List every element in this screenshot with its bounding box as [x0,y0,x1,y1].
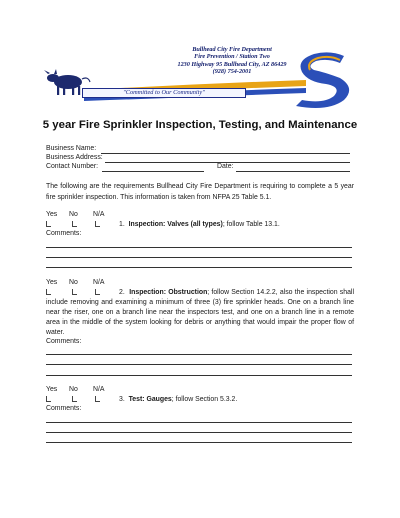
yes-header: Yes [46,386,58,393]
org-name: Bullhead City Fire Department [192,46,272,53]
contact-number-label: Contact Number: [46,163,99,170]
na-header: N/A [93,211,105,218]
no-header: No [69,386,78,393]
yes-header: Yes [46,211,58,218]
item3-heading: Test: Gauges [128,396,172,403]
item2-comment-line-1[interactable] [46,354,352,355]
business-address-label: Business Address: [46,154,103,161]
business-name-label: Business Name: [46,145,97,152]
intro-paragraph: The following are the requirements Bullhead City Fire Department is requiring to complete a 5 year fire sprinkler inspection. This information is taken from NFPA 25 Table 5.1. [46,183,354,201]
item3-detail: ; follow Section 5.3.2. [171,396,238,403]
no-header: No [69,211,78,218]
motto-banner: "Committed to Our Community" [82,88,246,98]
contact-number-field[interactable] [102,171,204,172]
item3-no-checkbox[interactable] [72,396,77,402]
item3-na-checkbox[interactable] [95,396,100,402]
item3-yes-checkbox[interactable] [46,396,51,402]
item2-number: 2. [119,289,125,296]
item1-number: 1. [119,221,125,228]
item2-comments-label: Comments: [46,338,82,345]
na-header: N/A [93,386,105,393]
item1-detail: ; follow Table 13.1. [222,221,280,228]
letterhead [44,46,356,108]
item2-comment-line-2[interactable] [46,364,352,365]
item3-comment-line-2[interactable] [46,432,352,433]
na-header: N/A [93,279,105,286]
item2-text [46,288,354,338]
item3-comments-label: Comments: [46,405,82,412]
item2-comment-line-3[interactable] [46,375,352,376]
item1-na-checkbox[interactable] [95,221,100,227]
item1-no-checkbox[interactable] [72,221,77,227]
business-name-field[interactable] [101,153,350,154]
item3-comment-line-3[interactable] [46,442,352,443]
item1-yes-checkbox[interactable] [46,221,51,227]
division: Fire Prevention / Station Two [194,53,270,61]
item1-heading: Inspection: Valves (all types) [128,221,223,228]
item2-detail: ; follow Section 14.2.2, also the inspection shall include removing and examining a minimum of three (3) fire sprinkler heads. One on a branch line near the riser, one on a branch line near the inspectors test, and one on a branch line in a remote area in the middle of the system looking for debris or anything that would impair the proper flow of water. [46,289,354,337]
item3-number: 3. [119,396,125,403]
item2-heading: Inspection: Obstruction [129,289,208,296]
item1-comment-line-2[interactable] [46,257,352,258]
address: 1230 Highway 95 Bullhead City, AZ 86429 [177,60,287,68]
item3-comment-line-1[interactable] [46,422,352,423]
item1-text [119,221,280,229]
item1-comment-line-3[interactable] [46,267,352,268]
item1-comment-line-1[interactable] [46,247,352,248]
date-field[interactable] [236,171,350,172]
yes-header: Yes [46,279,58,286]
department-info [162,46,302,76]
no-header: No [69,279,78,286]
item1-comments-label: Comments: [46,230,82,237]
date-label: Date: [217,163,234,170]
phone: (928) 754-2001 [212,68,252,76]
item3-text [119,396,237,404]
document-title: 5 year Fire Sprinkler Inspection, Testing, and Maintenance [42,119,358,131]
